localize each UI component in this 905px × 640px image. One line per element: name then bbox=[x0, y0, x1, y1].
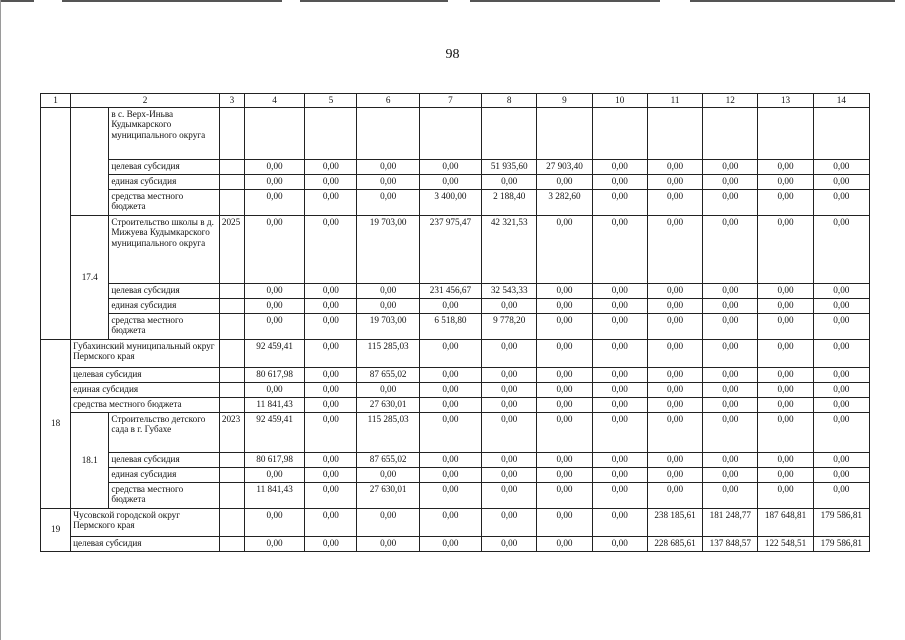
value-cell: 3 282,60 bbox=[537, 189, 592, 215]
table-row bbox=[41, 189, 870, 215]
value-cell: 0,00 bbox=[703, 382, 758, 397]
value-cell: 0,00 bbox=[703, 159, 758, 174]
column-number: 8 bbox=[482, 94, 537, 108]
value-cell: 0,00 bbox=[357, 174, 419, 189]
value-cell: 0,00 bbox=[592, 159, 647, 174]
row-label: Губахинский муниципальный округ Пермского края bbox=[71, 339, 220, 367]
value-cell: 0,00 bbox=[244, 283, 304, 298]
value-cell: 228 685,61 bbox=[647, 536, 702, 551]
value-cell: 0,00 bbox=[813, 397, 869, 412]
value-cell: 0,00 bbox=[592, 452, 647, 467]
value-cell: 27 630,01 bbox=[357, 482, 419, 508]
value-cell: 0,00 bbox=[537, 452, 592, 467]
value-cell: 0,00 bbox=[647, 482, 702, 508]
table-row bbox=[41, 397, 870, 412]
value-cell: 0,00 bbox=[758, 174, 813, 189]
value-cell: 238 185,61 bbox=[647, 508, 702, 536]
row-number: 18 bbox=[41, 339, 71, 508]
year-cell bbox=[219, 159, 244, 174]
value-cell: 0,00 bbox=[592, 397, 647, 412]
scan-left-edge bbox=[0, 0, 1, 640]
column-number: 6 bbox=[357, 94, 419, 108]
value-cell: 0,00 bbox=[305, 189, 357, 215]
page-number: 98 bbox=[445, 47, 460, 62]
value-cell: 0,00 bbox=[813, 313, 869, 339]
column-number: 14 bbox=[813, 94, 869, 108]
value-cell: 0,00 bbox=[813, 298, 869, 313]
value-cell: 0,00 bbox=[482, 339, 537, 367]
value-cell: 0,00 bbox=[758, 367, 813, 382]
value-cell: 0,00 bbox=[592, 298, 647, 313]
value-cell: 0,00 bbox=[244, 189, 304, 215]
value-cell: 0,00 bbox=[647, 367, 702, 382]
row-label: Чусовской городской округ Пермского края bbox=[71, 508, 220, 536]
value-cell: 0,00 bbox=[305, 339, 357, 367]
value-cell: 0,00 bbox=[357, 283, 419, 298]
table-row bbox=[41, 467, 870, 482]
value-cell: 0,00 bbox=[305, 412, 357, 452]
table-row bbox=[41, 159, 870, 174]
row-label: целевая субсидия bbox=[109, 283, 220, 298]
value-cell: 0,00 bbox=[647, 298, 702, 313]
value-cell: 179 586,81 bbox=[813, 536, 869, 551]
table-row bbox=[41, 313, 870, 339]
column-number: 13 bbox=[758, 94, 813, 108]
value-cell: 0,00 bbox=[482, 367, 537, 382]
year-cell bbox=[219, 107, 244, 159]
row-label: целевая субсидия bbox=[71, 367, 220, 382]
value-cell: 0,00 bbox=[592, 482, 647, 508]
value-cell: 0,00 bbox=[419, 339, 481, 367]
value-cell: 92 459,41 bbox=[244, 412, 304, 452]
value-cell: 0,00 bbox=[244, 467, 304, 482]
column-number: 5 bbox=[305, 94, 357, 108]
value-cell: 27 630,01 bbox=[357, 397, 419, 412]
value-cell: 0,00 bbox=[703, 298, 758, 313]
value-cell: 0,00 bbox=[758, 412, 813, 452]
value-cell: 0,00 bbox=[244, 215, 304, 283]
value-cell: 0,00 bbox=[482, 382, 537, 397]
value-cell: 0,00 bbox=[703, 467, 758, 482]
column-number: 11 bbox=[647, 94, 702, 108]
column-number: 3 bbox=[219, 94, 244, 108]
value-cell: 0,00 bbox=[758, 339, 813, 367]
value-cell: 0,00 bbox=[419, 298, 481, 313]
value-cell: 87 655,02 bbox=[357, 452, 419, 467]
value-cell: 0,00 bbox=[647, 159, 702, 174]
value-cell: 0,00 bbox=[592, 412, 647, 452]
value-cell: 0,00 bbox=[592, 467, 647, 482]
column-number: 1 bbox=[41, 94, 71, 108]
value-cell: 0,00 bbox=[647, 467, 702, 482]
value-cell: 0,00 bbox=[758, 482, 813, 508]
value-cell bbox=[813, 107, 869, 159]
value-cell: 0,00 bbox=[419, 159, 481, 174]
value-cell: 0,00 bbox=[758, 467, 813, 482]
row-label: целевая субсидия bbox=[109, 159, 220, 174]
value-cell: 0,00 bbox=[419, 397, 481, 412]
value-cell: 0,00 bbox=[305, 508, 357, 536]
value-cell bbox=[357, 107, 419, 159]
value-cell: 0,00 bbox=[592, 339, 647, 367]
value-cell: 0,00 bbox=[537, 482, 592, 508]
value-cell: 0,00 bbox=[482, 174, 537, 189]
year-cell bbox=[219, 189, 244, 215]
value-cell: 137 848,57 bbox=[703, 536, 758, 551]
value-cell: 0,00 bbox=[357, 189, 419, 215]
value-cell: 2 188,40 bbox=[482, 189, 537, 215]
value-cell: 0,00 bbox=[758, 298, 813, 313]
value-cell: 0,00 bbox=[482, 467, 537, 482]
value-cell: 0,00 bbox=[419, 467, 481, 482]
row-label: единая субсидия bbox=[71, 382, 220, 397]
value-cell: 0,00 bbox=[419, 536, 481, 551]
value-cell: 0,00 bbox=[537, 298, 592, 313]
row-label: средства местного бюджета bbox=[109, 482, 220, 508]
value-cell: 237 975,47 bbox=[419, 215, 481, 283]
value-cell: 0,00 bbox=[537, 367, 592, 382]
value-cell: 115 285,03 bbox=[357, 412, 419, 452]
value-cell: 0,00 bbox=[244, 536, 304, 551]
value-cell: 0,00 bbox=[357, 298, 419, 313]
value-cell: 0,00 bbox=[758, 215, 813, 283]
budget-table bbox=[40, 93, 870, 552]
value-cell: 0,00 bbox=[419, 174, 481, 189]
value-cell: 0,00 bbox=[244, 382, 304, 397]
year-cell: 2023 bbox=[219, 412, 244, 452]
value-cell: 0,00 bbox=[703, 412, 758, 452]
value-cell: 0,00 bbox=[703, 215, 758, 283]
value-cell: 42 321,53 bbox=[482, 215, 537, 283]
value-cell: 0,00 bbox=[813, 482, 869, 508]
value-cell: 0,00 bbox=[419, 452, 481, 467]
value-cell bbox=[758, 107, 813, 159]
year-cell: 2025 bbox=[219, 215, 244, 283]
value-cell: 0,00 bbox=[703, 367, 758, 382]
value-cell: 0,00 bbox=[537, 508, 592, 536]
value-cell: 0,00 bbox=[357, 382, 419, 397]
value-cell: 0,00 bbox=[647, 283, 702, 298]
table-row bbox=[41, 367, 870, 382]
value-cell: 0,00 bbox=[703, 174, 758, 189]
value-cell: 0,00 bbox=[703, 397, 758, 412]
table-row bbox=[41, 382, 870, 397]
value-cell: 0,00 bbox=[305, 159, 357, 174]
table-row bbox=[41, 298, 870, 313]
value-cell: 0,00 bbox=[305, 174, 357, 189]
value-cell: 0,00 bbox=[537, 536, 592, 551]
table-row bbox=[41, 508, 870, 536]
value-cell: 0,00 bbox=[758, 397, 813, 412]
value-cell bbox=[244, 107, 304, 159]
value-cell: 122 548,51 bbox=[758, 536, 813, 551]
row-label: единая субсидия bbox=[109, 174, 220, 189]
value-cell: 0,00 bbox=[482, 536, 537, 551]
value-cell: 0,00 bbox=[758, 382, 813, 397]
value-cell: 0,00 bbox=[357, 536, 419, 551]
value-cell: 0,00 bbox=[537, 283, 592, 298]
value-cell: 0,00 bbox=[305, 215, 357, 283]
column-number: 9 bbox=[537, 94, 592, 108]
value-cell: 11 841,43 bbox=[244, 482, 304, 508]
value-cell: 0,00 bbox=[482, 412, 537, 452]
value-cell: 0,00 bbox=[244, 508, 304, 536]
value-cell: 0,00 bbox=[537, 467, 592, 482]
value-cell: 0,00 bbox=[537, 313, 592, 339]
value-cell: 0,00 bbox=[482, 397, 537, 412]
value-cell: 0,00 bbox=[813, 159, 869, 174]
value-cell: 6 518,80 bbox=[419, 313, 481, 339]
year-cell bbox=[219, 467, 244, 482]
value-cell: 0,00 bbox=[244, 298, 304, 313]
value-cell: 0,00 bbox=[592, 367, 647, 382]
column-number-row bbox=[41, 94, 870, 108]
value-cell: 80 617,98 bbox=[244, 452, 304, 467]
column-number: 4 bbox=[244, 94, 304, 108]
value-cell: 0,00 bbox=[703, 283, 758, 298]
value-cell: 0,00 bbox=[647, 452, 702, 467]
value-cell bbox=[592, 107, 647, 159]
merged-cell bbox=[71, 107, 109, 215]
row-label: средства местного бюджета bbox=[109, 313, 220, 339]
table-row bbox=[41, 283, 870, 298]
value-cell: 0,00 bbox=[244, 159, 304, 174]
value-cell bbox=[305, 107, 357, 159]
value-cell: 19 703,00 bbox=[357, 215, 419, 283]
value-cell: 0,00 bbox=[813, 467, 869, 482]
value-cell: 181 248,77 bbox=[703, 508, 758, 536]
row-label: средства местного бюджета bbox=[71, 397, 220, 412]
value-cell: 0,00 bbox=[703, 452, 758, 467]
value-cell: 0,00 bbox=[419, 382, 481, 397]
value-cell bbox=[703, 107, 758, 159]
year-cell bbox=[219, 339, 244, 367]
value-cell: 0,00 bbox=[592, 189, 647, 215]
column-number: 12 bbox=[703, 94, 758, 108]
value-cell: 187 648,81 bbox=[758, 508, 813, 536]
value-cell: 0,00 bbox=[305, 283, 357, 298]
value-cell: 0,00 bbox=[305, 298, 357, 313]
value-cell: 0,00 bbox=[357, 508, 419, 536]
year-cell bbox=[219, 174, 244, 189]
row-label: в с. Верх-Иньва Кудымкарского муниципального округа bbox=[109, 107, 220, 159]
scan-top-edge bbox=[0, 0, 905, 3]
row-number: 18.1 bbox=[71, 412, 109, 508]
value-cell: 0,00 bbox=[813, 189, 869, 215]
value-cell: 0,00 bbox=[592, 508, 647, 536]
value-cell: 0,00 bbox=[419, 508, 481, 536]
value-cell: 0,00 bbox=[813, 339, 869, 367]
value-cell: 0,00 bbox=[482, 298, 537, 313]
value-cell: 0,00 bbox=[482, 508, 537, 536]
row-number: 19 bbox=[41, 508, 71, 551]
value-cell: 0,00 bbox=[537, 397, 592, 412]
value-cell: 0,00 bbox=[305, 536, 357, 551]
value-cell: 0,00 bbox=[357, 467, 419, 482]
value-cell: 0,00 bbox=[244, 174, 304, 189]
value-cell: 231 456,67 bbox=[419, 283, 481, 298]
value-cell: 0,00 bbox=[647, 397, 702, 412]
year-cell bbox=[219, 482, 244, 508]
value-cell: 0,00 bbox=[703, 482, 758, 508]
value-cell: 3 400,00 bbox=[419, 189, 481, 215]
value-cell: 0,00 bbox=[647, 412, 702, 452]
value-cell: 0,00 bbox=[647, 189, 702, 215]
value-cell: 0,00 bbox=[813, 367, 869, 382]
value-cell: 0,00 bbox=[305, 367, 357, 382]
value-cell: 0,00 bbox=[647, 215, 702, 283]
value-cell: 0,00 bbox=[305, 467, 357, 482]
year-cell bbox=[219, 452, 244, 467]
table-row bbox=[41, 452, 870, 467]
value-cell: 0,00 bbox=[592, 283, 647, 298]
value-cell bbox=[537, 107, 592, 159]
value-cell: 0,00 bbox=[482, 452, 537, 467]
value-cell: 0,00 bbox=[703, 313, 758, 339]
value-cell bbox=[647, 107, 702, 159]
value-cell: 92 459,41 bbox=[244, 339, 304, 367]
value-cell: 0,00 bbox=[537, 215, 592, 283]
row-label: единая субсидия bbox=[109, 467, 220, 482]
table-row bbox=[41, 107, 870, 159]
year-cell bbox=[219, 283, 244, 298]
value-cell: 0,00 bbox=[647, 313, 702, 339]
value-cell: 179 586,81 bbox=[813, 508, 869, 536]
value-cell: 0,00 bbox=[813, 382, 869, 397]
column-number: 2 bbox=[71, 94, 220, 108]
column-number: 10 bbox=[592, 94, 647, 108]
value-cell: 0,00 bbox=[537, 412, 592, 452]
row-number: 17.4 bbox=[71, 215, 109, 339]
value-cell bbox=[482, 107, 537, 159]
table-row bbox=[41, 174, 870, 189]
value-cell: 51 935,60 bbox=[482, 159, 537, 174]
value-cell: 0,00 bbox=[419, 412, 481, 452]
row-label: Строительство школы в д. Мижуева Кудымкарского муниципального округа bbox=[109, 215, 220, 283]
row-label: целевая субсидия bbox=[109, 452, 220, 467]
table-row bbox=[41, 339, 870, 367]
value-cell: 0,00 bbox=[813, 174, 869, 189]
value-cell: 0,00 bbox=[758, 159, 813, 174]
value-cell: 0,00 bbox=[813, 452, 869, 467]
row-label: Строительство детского сада в г. Губахе bbox=[109, 412, 220, 452]
value-cell: 0,00 bbox=[419, 367, 481, 382]
year-cell bbox=[219, 508, 244, 536]
year-cell bbox=[219, 536, 244, 551]
year-cell bbox=[219, 382, 244, 397]
merged-cell bbox=[41, 107, 71, 339]
value-cell: 0,00 bbox=[305, 382, 357, 397]
value-cell: 0,00 bbox=[305, 482, 357, 508]
value-cell: 0,00 bbox=[647, 382, 702, 397]
value-cell: 0,00 bbox=[482, 482, 537, 508]
table-row bbox=[41, 412, 870, 452]
value-cell: 0,00 bbox=[647, 339, 702, 367]
column-number: 7 bbox=[419, 94, 481, 108]
value-cell: 0,00 bbox=[305, 313, 357, 339]
value-cell: 32 543,33 bbox=[482, 283, 537, 298]
value-cell: 0,00 bbox=[244, 313, 304, 339]
value-cell: 0,00 bbox=[703, 189, 758, 215]
table-row bbox=[41, 215, 870, 283]
row-label: целевая субсидия bbox=[71, 536, 220, 551]
row-label: единая субсидия bbox=[109, 298, 220, 313]
row-label: средства местного бюджета bbox=[109, 189, 220, 215]
value-cell: 0,00 bbox=[592, 382, 647, 397]
year-cell bbox=[219, 367, 244, 382]
year-cell bbox=[219, 313, 244, 339]
value-cell: 0,00 bbox=[758, 313, 813, 339]
value-cell bbox=[419, 107, 481, 159]
value-cell: 27 903,40 bbox=[537, 159, 592, 174]
table-row bbox=[41, 536, 870, 551]
value-cell: 0,00 bbox=[813, 283, 869, 298]
value-cell: 11 841,43 bbox=[244, 397, 304, 412]
value-cell: 0,00 bbox=[647, 174, 702, 189]
value-cell: 0,00 bbox=[813, 412, 869, 452]
value-cell: 80 617,98 bbox=[244, 367, 304, 382]
value-cell: 115 285,03 bbox=[357, 339, 419, 367]
year-cell bbox=[219, 298, 244, 313]
value-cell: 0,00 bbox=[419, 482, 481, 508]
value-cell: 0,00 bbox=[813, 215, 869, 283]
value-cell: 19 703,00 bbox=[357, 313, 419, 339]
value-cell: 0,00 bbox=[592, 215, 647, 283]
value-cell: 87 655,02 bbox=[357, 367, 419, 382]
value-cell: 0,00 bbox=[537, 174, 592, 189]
value-cell: 0,00 bbox=[758, 283, 813, 298]
value-cell: 9 778,20 bbox=[482, 313, 537, 339]
value-cell: 0,00 bbox=[592, 174, 647, 189]
value-cell: 0,00 bbox=[592, 536, 647, 551]
value-cell: 0,00 bbox=[305, 452, 357, 467]
year-cell bbox=[219, 397, 244, 412]
value-cell: 0,00 bbox=[357, 159, 419, 174]
value-cell: 0,00 bbox=[305, 397, 357, 412]
value-cell: 0,00 bbox=[758, 189, 813, 215]
value-cell: 0,00 bbox=[537, 339, 592, 367]
value-cell: 0,00 bbox=[703, 339, 758, 367]
table-row bbox=[41, 482, 870, 508]
value-cell: 0,00 bbox=[592, 313, 647, 339]
value-cell: 0,00 bbox=[537, 382, 592, 397]
value-cell: 0,00 bbox=[758, 452, 813, 467]
